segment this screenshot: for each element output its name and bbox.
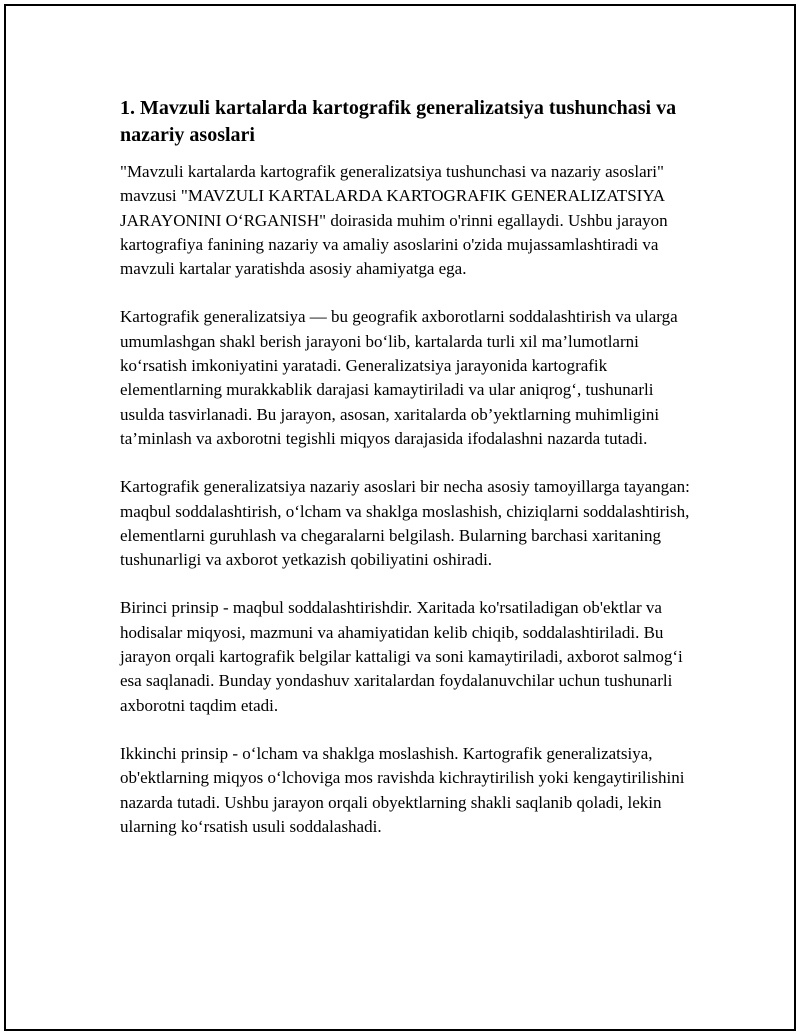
paragraph-definition: Kartografik generalizatsiya — bu geografik axborotlarni soddalashtirish va ularga umumlashgan shakl berish jarayoni bo‘lib, kartalarda turli xil ma’lumotlarni ko‘rsatish imkoniyatini yaratadi. Generalizatsiya jarayonida kartografik elementlarning murakkablik darajasi kamaytiriladi va ular aniqrog‘, tushunarli usulda tasvirlanadi. Bu jarayon, asosan, xaritalarda ob’yektlarning muhimligini ta’minlash va axborotni tegishli miqyos darajasida ifodalashni nazarda tutadi.: [120, 307, 678, 448]
paragraph-intro: "Mavzuli kartalarda kartografik generalizatsiya tushunchasi va nazariy asoslari" mavzusi "MAVZULI KARTALARDA KARTOGRAFIK GENERALIZATSIYA JARAYONINI O‘RGANISH" doirasida muhim o'rinni egallaydi. Ushbu jarayon kartografiya fanining nazariy va amaliy asoslarini o'zida mujassamlashtiradi va mavzuli kartalar yaratishda asosiy ahamiyatga ega.: [120, 162, 668, 279]
paragraph-first-principle: Birinci prinsip - maqbul soddalashtirishdir. Xaritada ko'rsatiladigan ob'ektlar va hodisalar miqyosi, mazmuni va ahamiyatidan kelib chiqib, soddalashtiriladi. Bu jarayon orqali kartografik belgilar kattaligi va soni kamaytiriladi, axborot salmog‘i esa saqlanadi. Bunday yondashuv xaritalardan foydalanuvchilar uchun tushunarli axborotni taqdim etadi.: [120, 598, 683, 715]
paragraph-principles: Kartografik generalizatsiya nazariy asoslari bir necha asosiy tamoyillarga tayangan: maqbul soddalashtirish, o‘lcham va shaklga moslashish, chiziqlarni soddalashtirish, elementlarni guruhlash va chegaralarni belgilash. Bularning barchasi xaritaning tushunarligi va axborot yetkazish qobiliyatini oshiradi.: [120, 477, 690, 570]
document-page: [4, 4, 796, 1031]
document-body: [120, 95, 692, 863]
paragraph-second-principle: Ikkinchi prinsip - o‘lcham va shaklga moslashish. Kartografik generalizatsiya, ob'ektlarning miqyos o‘lchoviga mos ravishda kichraytirilish yoki kengaytirilishini nazarda tutadi. Ushbu jarayon orqali obyektlarning shakli saqlanib qoladi, lekin ularning ko‘rsatish usuli soddalashadi.: [120, 743, 685, 836]
section-heading: 1. Mavzuli kartalarda kartografik generalizatsiya tushunchasi va nazariy asoslari: [120, 97, 677, 146]
